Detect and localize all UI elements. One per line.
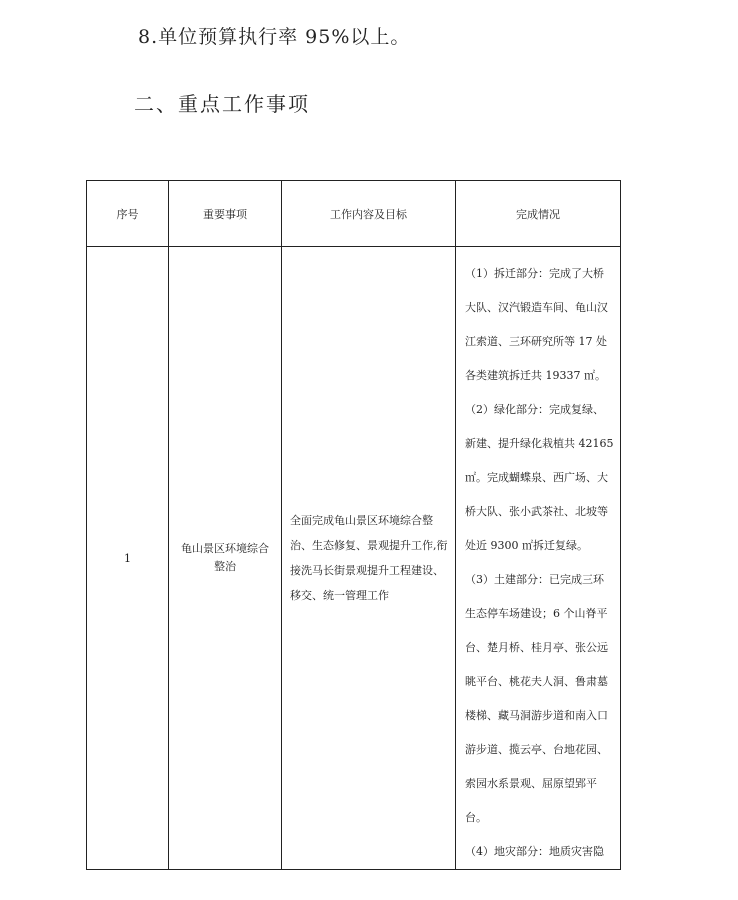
status-demolition: （1）拆迁部分：完成了大桥大队、汉汽锻造车间、龟山汉江索道、三环研究所等 17 处各类建筑拆迁共 19337 ㎡。 bbox=[465, 267, 608, 382]
header-index: 序号 bbox=[87, 181, 169, 247]
row-index: 1 bbox=[87, 247, 169, 870]
section-title: 二、重点工作事项 bbox=[134, 92, 310, 116]
key-work-table bbox=[86, 180, 621, 870]
status-greening: （2）绿化部分：完成复绿、新建、提升绿化栽植共 42165 ㎡。完成蝴蝶泉、西广场、大桥大队、张小武茶社、北坡等处近 9300 ㎡拆迁复绿。 bbox=[465, 403, 614, 552]
status-civil-works: （3）土建部分：已完成三环生态停车场建设；6 个山脊平台、楚月桥、桂月亭、张公远眺平台、桃花夫人洞、鲁肃墓楼梯、藏马洞游步道和南入口游步道、揽云亭、台地花园、索园水系景观、屈原望郢平台。 bbox=[465, 573, 608, 824]
header-content: 工作内容及目标 bbox=[282, 181, 456, 247]
table-row bbox=[87, 247, 621, 870]
header-item: 重要事项 bbox=[169, 181, 282, 247]
row-content: 全面完成龟山景区环境综合整治、生态修复、景观提升工作,衔接洗马长街景观提升工程建设、移交、统一管理工作 bbox=[282, 247, 456, 870]
budget-execution-item: 8.单位预算执行率 95%以上。 bbox=[138, 26, 411, 48]
row-status bbox=[456, 247, 621, 870]
row-item: 龟山景区环境综合整治 bbox=[169, 247, 282, 870]
status-geological: （4）地灾部分：地质灾害隐 bbox=[465, 845, 604, 858]
table-header-row bbox=[87, 181, 621, 247]
header-status: 完成情况 bbox=[456, 181, 621, 247]
